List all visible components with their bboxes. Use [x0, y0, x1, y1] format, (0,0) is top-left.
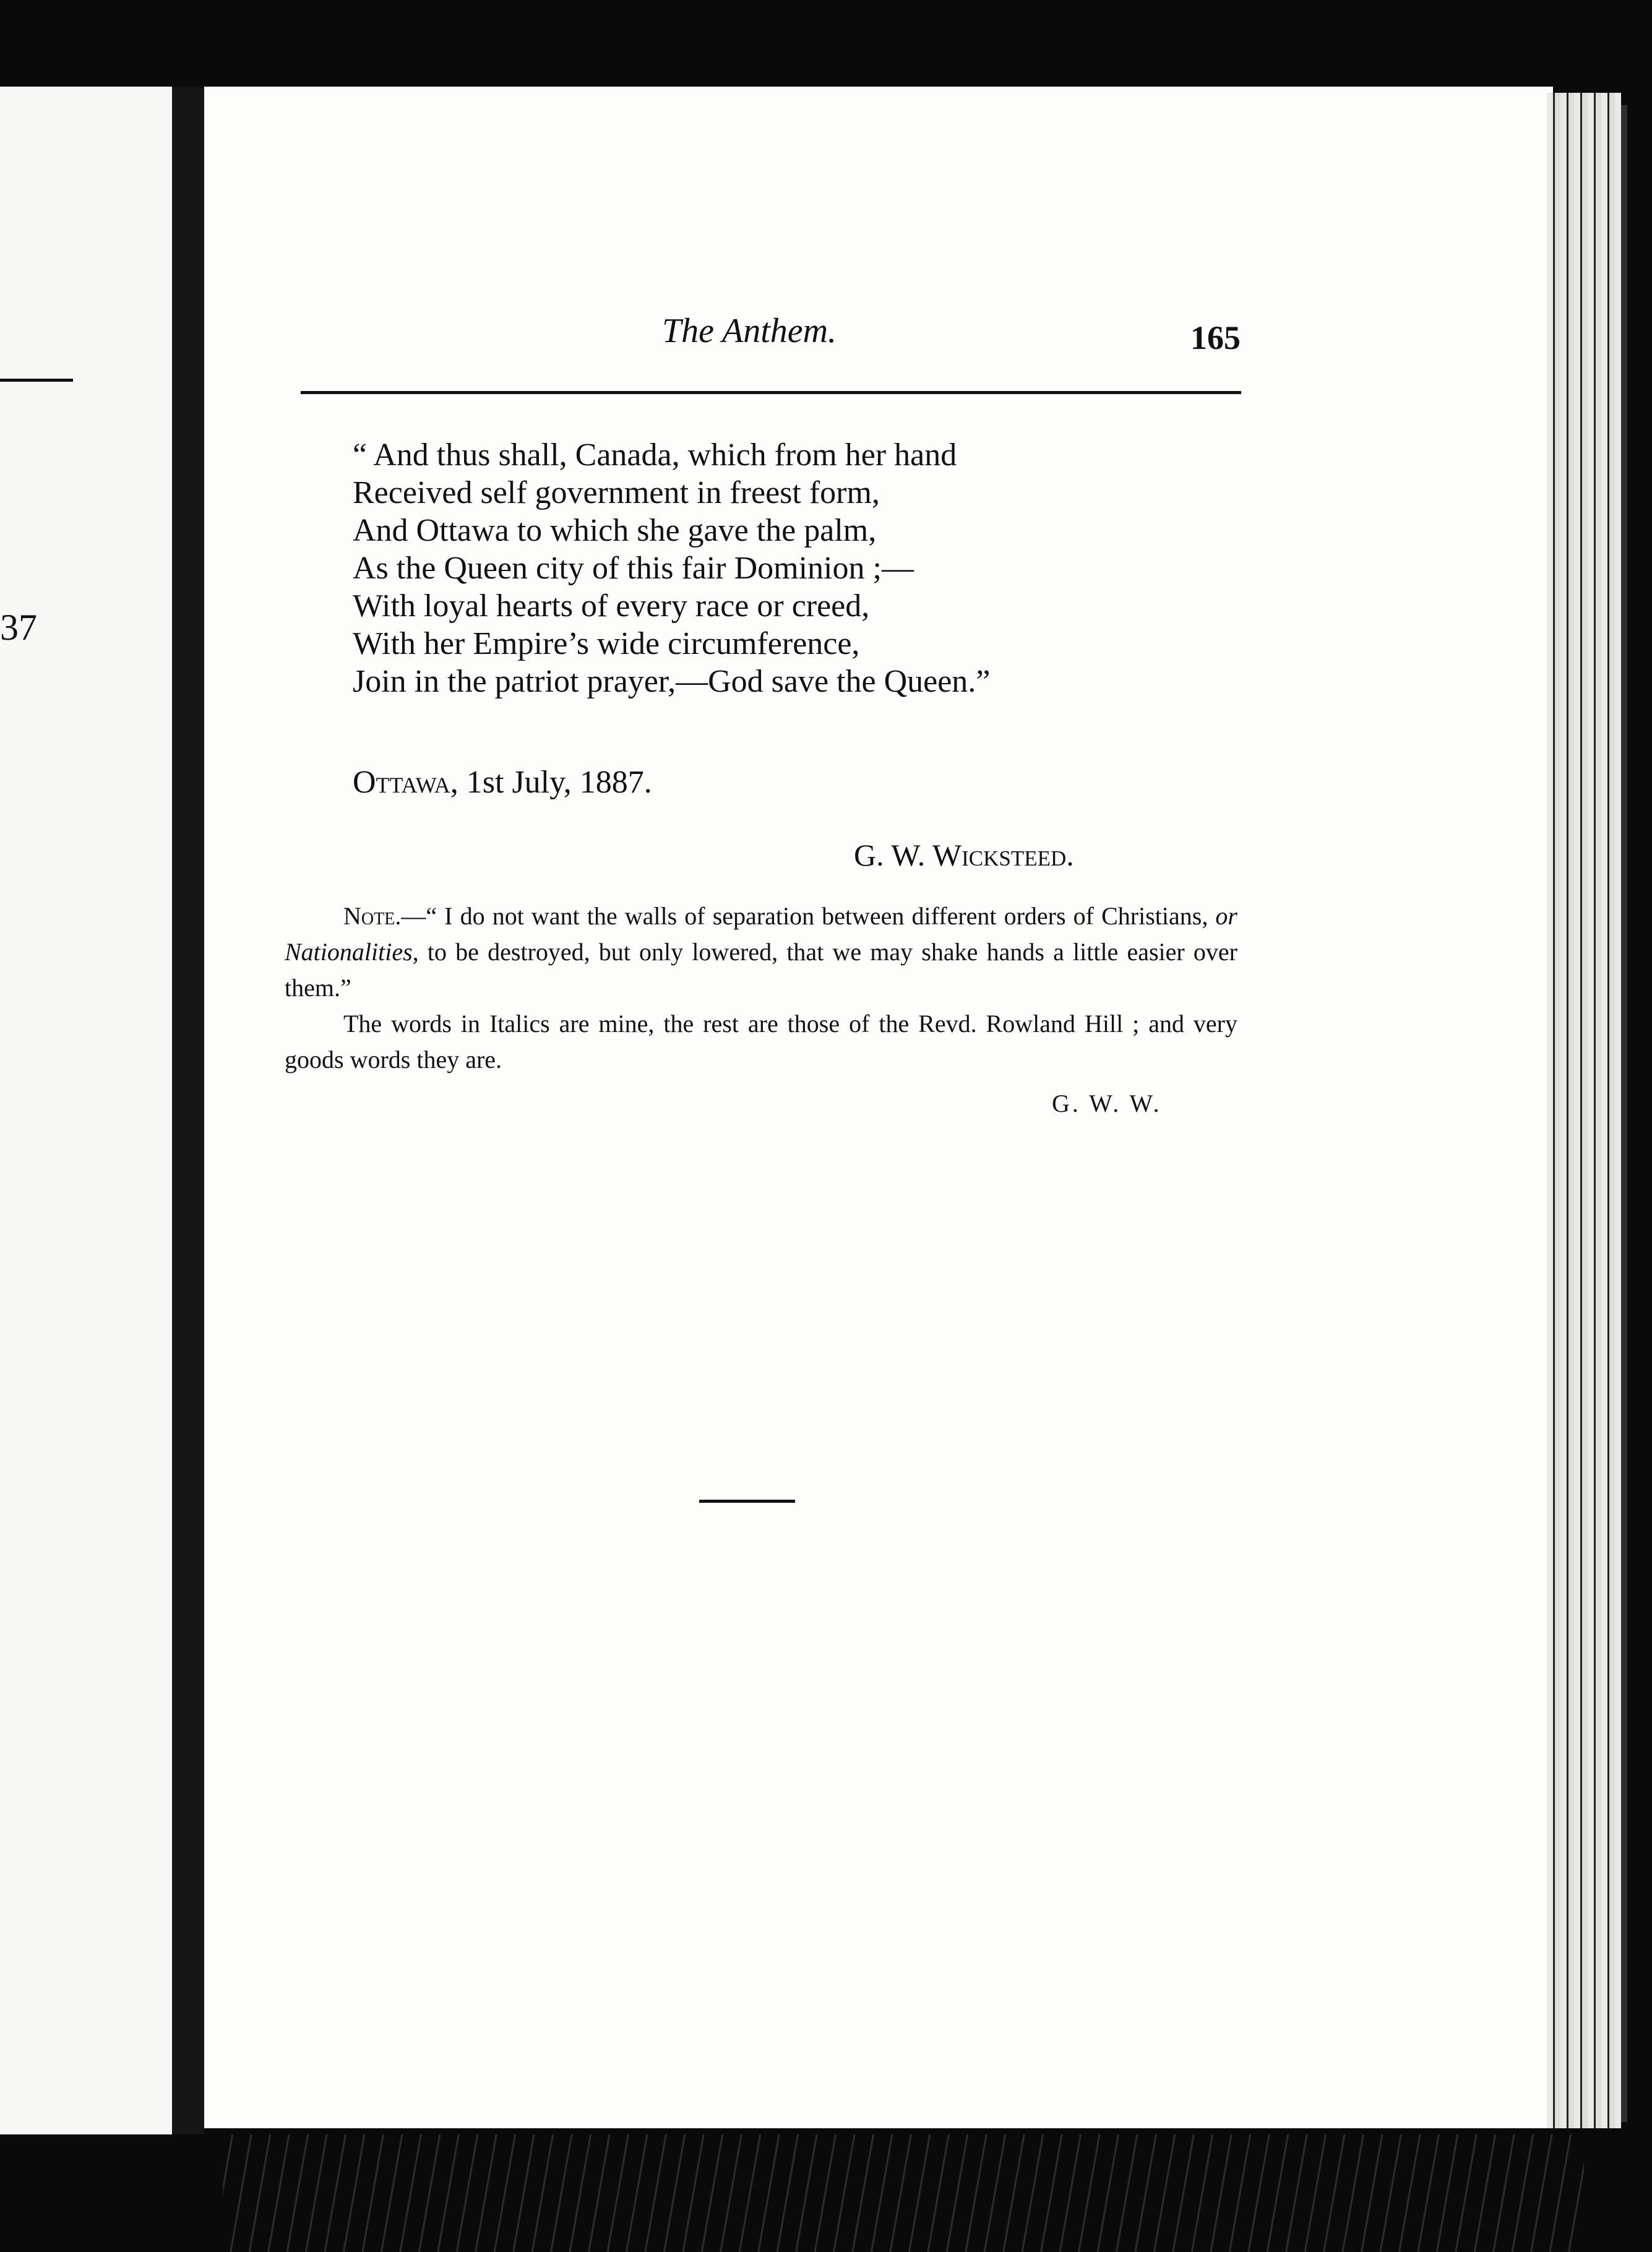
- left-facing-page: [0, 87, 172, 2134]
- scan-bottom-edge: [223, 2134, 1584, 2252]
- dateline-date: , 1st July, 1887.: [450, 765, 652, 800]
- footnote-label: Note.: [343, 902, 402, 930]
- footnote: [285, 898, 1237, 1078]
- footnote-paragraph: [285, 898, 1237, 1006]
- dateline-place: Ottawa: [353, 765, 450, 800]
- poem-line: And Ottawa to which she gave the palm,: [353, 513, 877, 548]
- poem-stanza: [353, 436, 990, 700]
- footnote-italic-text: or Nationalities,: [285, 902, 1237, 966]
- page-edges-shadow: [1621, 105, 1627, 2122]
- header-rule: [301, 391, 1241, 394]
- left-page-rule: [0, 379, 73, 382]
- dateline: [353, 764, 652, 801]
- poem-line: Received self government in freest form,: [353, 475, 880, 510]
- page-edges: [1547, 93, 1621, 2128]
- author-signature: G. W. Wicksteed.: [854, 838, 1074, 872]
- footnote-paragraph: The words in Italics are mine, the rest are those of the Revd. Rowland Hill ; and very goods words they are.: [285, 1010, 1237, 1073]
- poem-line: With her Empire’s wide circumference,: [353, 626, 860, 661]
- footnote-initials: G. W. W.: [1052, 1089, 1162, 1117]
- footnote-text: —“ I do not want the walls of separation between different orders of Christians,: [401, 902, 1216, 930]
- poem-line: With loyal hearts of every race or creed,: [353, 588, 870, 624]
- end-rule: [699, 1500, 795, 1503]
- page-number: 165: [1190, 319, 1241, 356]
- running-title: The Anthem.: [662, 312, 837, 350]
- footnote-text: to be destroyed, but only lowered, that we may shake hands a little easier over them.”: [285, 938, 1237, 1002]
- left-page-fragment: 37: [0, 607, 37, 648]
- book-gutter: [172, 87, 204, 2134]
- poem-line: “ And thus shall, Canada, which from her hand: [353, 437, 957, 473]
- poem-line: Join in the patriot prayer,—God save the Queen.”: [353, 664, 991, 699]
- poem-line: As the Queen city of this fair Dominion ;—: [353, 551, 914, 586]
